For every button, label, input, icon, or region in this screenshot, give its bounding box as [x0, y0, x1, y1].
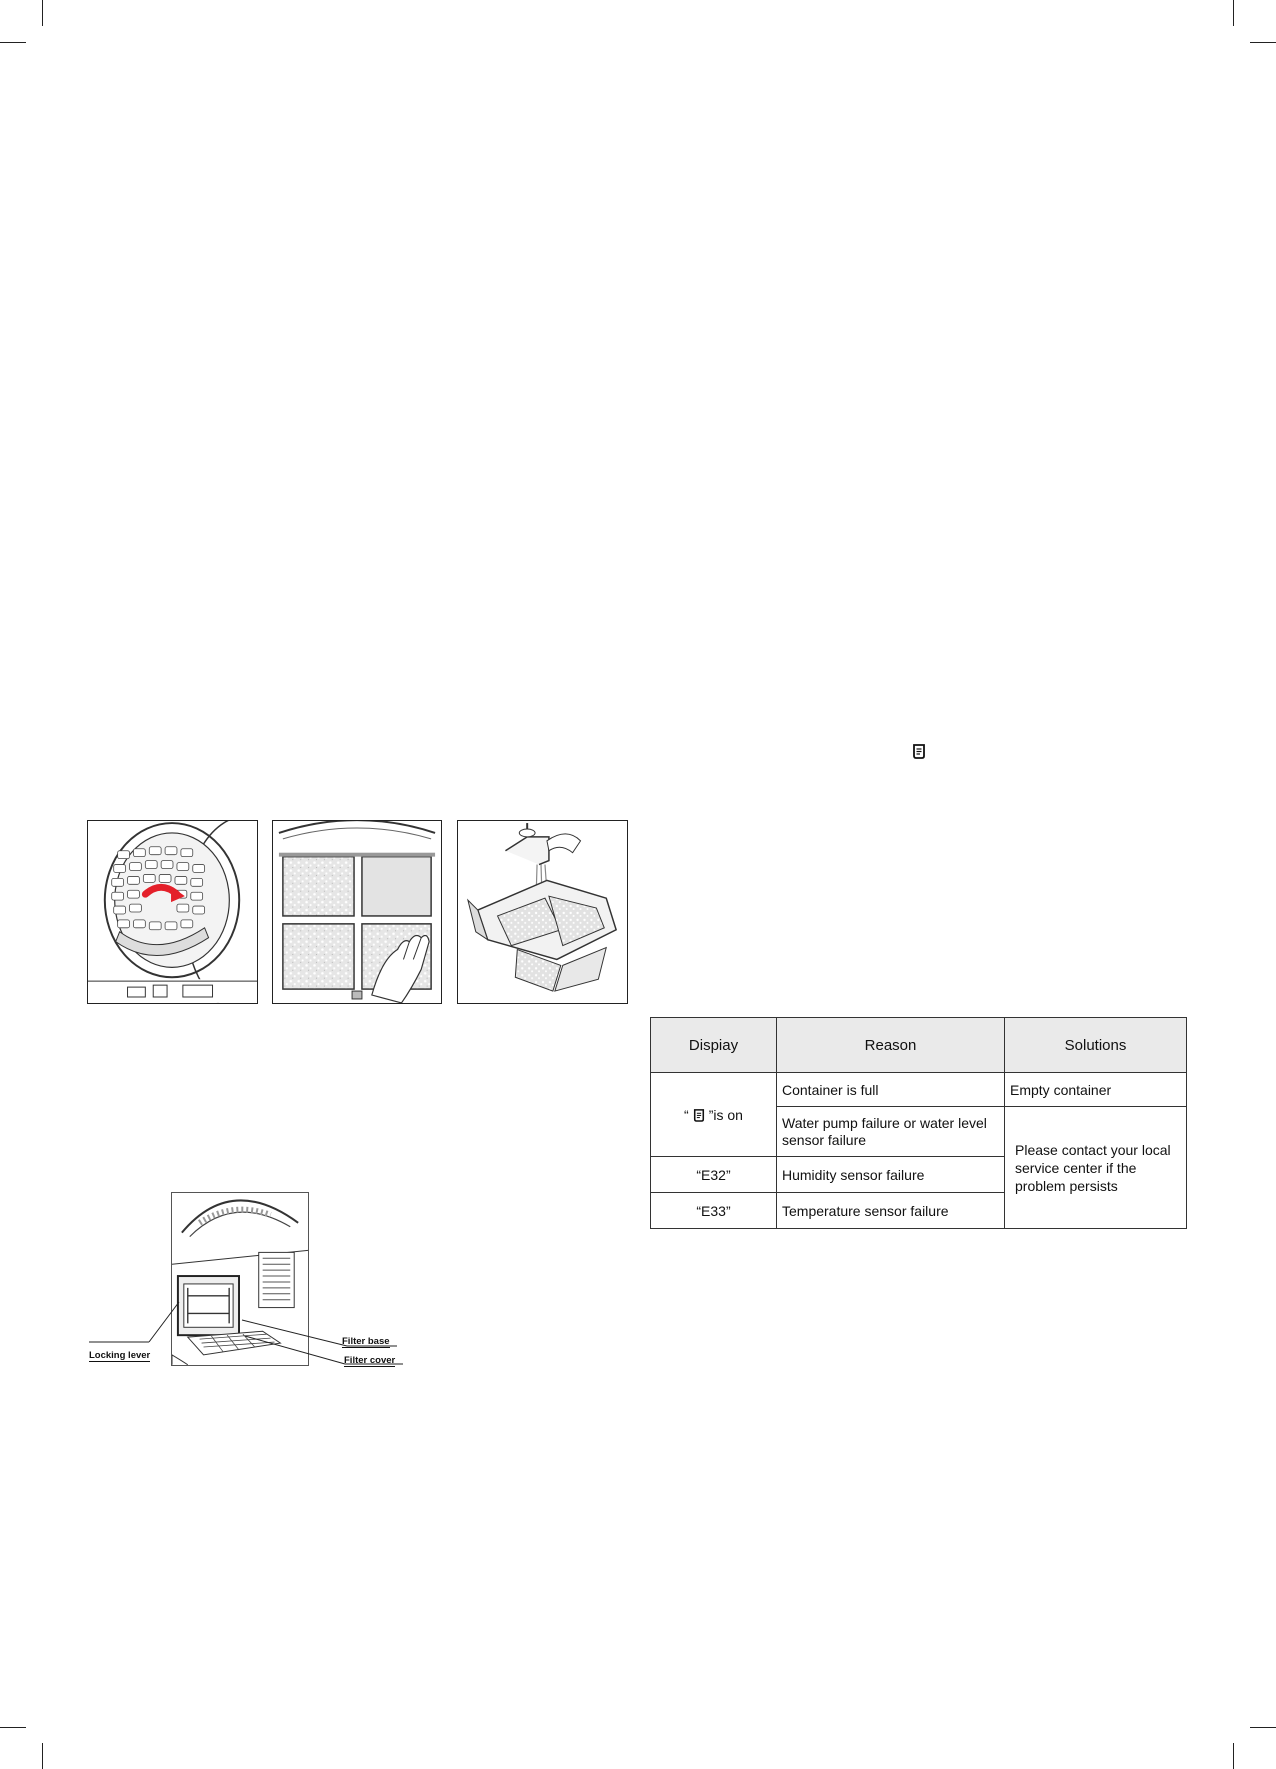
table-header-row [651, 1018, 1187, 1073]
solution-cell: Empty container [1005, 1073, 1187, 1107]
water-container-icon [912, 743, 926, 759]
reason-cell: Humidity sensor failure [777, 1157, 1005, 1193]
crop-mark [1233, 0, 1234, 26]
display-cell: “ ”is on [651, 1073, 777, 1157]
crop-mark [0, 1727, 26, 1728]
display-cell: “E33” [651, 1193, 777, 1229]
lint-filter-illustration [272, 820, 442, 1004]
display-cell: “E32” [651, 1157, 777, 1193]
column-header-display: Dispiay [651, 1018, 777, 1073]
locking-lever-label: Locking lever [89, 1350, 151, 1361]
crop-mark [42, 0, 43, 26]
crop-mark [42, 1743, 43, 1769]
filter-cover-label: Filter cover [344, 1355, 396, 1366]
reason-cell: Container is full [777, 1073, 1005, 1107]
crop-mark [1233, 1743, 1234, 1769]
error-code-table [650, 1017, 1187, 1229]
water-container-icon [693, 1108, 705, 1122]
reason-cell: Temperature sensor failure [777, 1193, 1005, 1229]
crop-mark [1250, 1727, 1276, 1728]
table-row [651, 1073, 1187, 1107]
filter-base-label: Filter base [342, 1336, 390, 1347]
reason-cell: Water pump failure or water level sensor failure [777, 1107, 1005, 1157]
rinse-filter-illustration [457, 820, 628, 1004]
door-filter-illustration [87, 820, 258, 1004]
solution-cell: Please contact your local service center if the problem persists [1005, 1107, 1187, 1229]
crop-mark [0, 42, 26, 43]
column-header-reason: Reason [777, 1018, 1005, 1073]
crop-mark [1250, 42, 1276, 43]
column-header-solutions: Solutions [1005, 1018, 1187, 1073]
